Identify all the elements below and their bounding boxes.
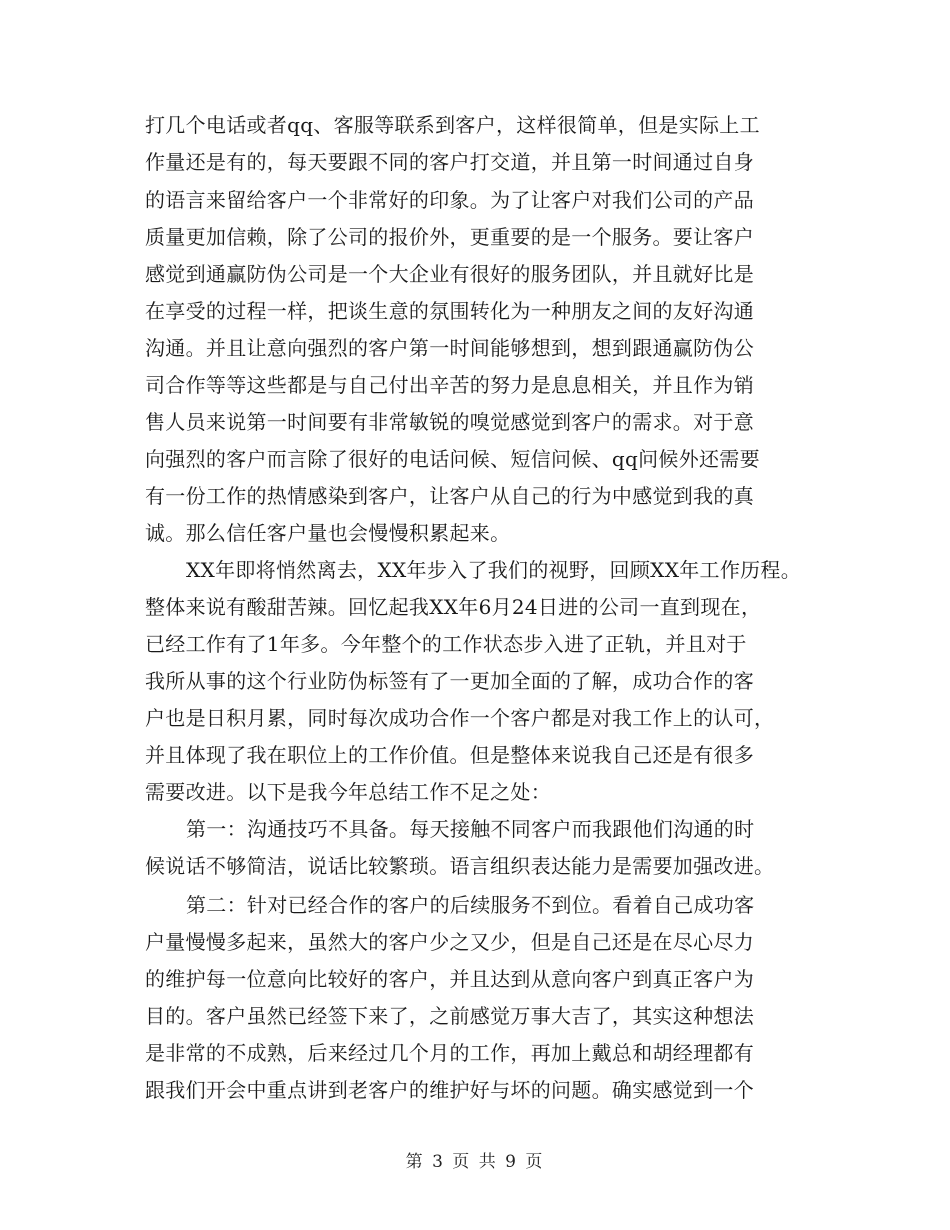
body-line: 沟通。并且让意向强烈的客户第一时间能够想到，想到跟通赢防伪公 — [145, 336, 754, 360]
body-line: 向强烈的客户而言除了很好的电话问候、短信问候、qq问候外还需要 — [145, 447, 760, 471]
body-line: 已经工作有了1年多。今年整个的工作状态步入进了正轨，并且对于 — [145, 632, 747, 656]
body-line: 户量慢慢多起来，虽然大的客户少之又少，但是自己还是在尽心尽力 — [145, 930, 754, 954]
body-line: 第二：针对已经合作的客户的后续服务不到位。看着自己成功客 — [186, 893, 755, 917]
body-line: 的语言来留给客户一个非常好的印象。为了让客户对我们公司的产品 — [145, 188, 754, 212]
body-line: 售人员来说第一时间要有非常敏锐的嗅觉感觉到客户的需求。对于意 — [145, 410, 754, 434]
body-line: 候说话不够简洁，说话比较繁琐。语言组织表达能力是需要加强改进。 — [145, 854, 775, 878]
body-line: 在享受的过程一样，把谈生意的氛围转化为一种朋友之间的友好沟通 — [145, 299, 754, 323]
body-line: 目的。客户虽然已经签下来了，之前感觉万事大吉了，其实这种想法 — [145, 1004, 754, 1028]
body-line: 打几个电话或者qq、客服等联系到客户，这样很简单，但是实际上工 — [145, 113, 760, 137]
body-line: XX年即将悄然离去，XX年步入了我们的视野，回顾XX年工作历程。 — [186, 558, 802, 582]
body-line: 感觉到通赢防伪公司是一个大企业有很好的服务团队，并且就好比是 — [145, 262, 754, 286]
body-line: 需要改进。以下是我今年总结工作不足之处： — [145, 780, 551, 804]
body-line: 司合作等等这些都是与自己付出辛苦的努力是息息相关，并且作为销 — [145, 373, 754, 397]
body-line: 诚。那么信任客户量也会慢慢积累起来。 — [145, 521, 511, 545]
body-line: 是非常的不成熟，后来经过几个月的工作，再加上戴总和胡经理都有 — [145, 1041, 754, 1065]
body-line: 跟我们开会中重点讲到老客户的维护好与坏的问题。确实感觉到一个 — [145, 1078, 754, 1102]
body-line: 有一份工作的热情感染到客户，让客户从自己的行为中感觉到我的真 — [145, 484, 754, 508]
body-line: 质量更加信赖，除了公司的报价外，更重要的是一个服务。要让客户 — [145, 225, 754, 249]
body-line: 并且体现了我在职位上的工作价值。但是整体来说我自己还是有很多 — [145, 743, 754, 767]
body-line: 户也是日积月累，同时每次成功合作一个客户都是对我工作上的认可， — [145, 706, 775, 730]
body-line: 第一：沟通技巧不具备。每天接触不同客户而我跟他们沟通的时 — [186, 817, 755, 841]
body-line: 整体来说有酸甜苦辣。回忆起我XX年6月24日进的公司一直到现在， — [145, 595, 762, 619]
body-line: 作量还是有的，每天要跟不同的客户打交道，并且第一时间通过自身 — [145, 150, 754, 174]
body-line: 我所从事的这个行业防伪标签有了一更加全面的了解，成功合作的客 — [145, 669, 754, 693]
page-number: 第 3 页 共 9 页 — [405, 1152, 545, 1172]
body-line: 的维护每一位意向比较好的客户，并且达到从意向客户到真正客户为 — [145, 967, 754, 991]
